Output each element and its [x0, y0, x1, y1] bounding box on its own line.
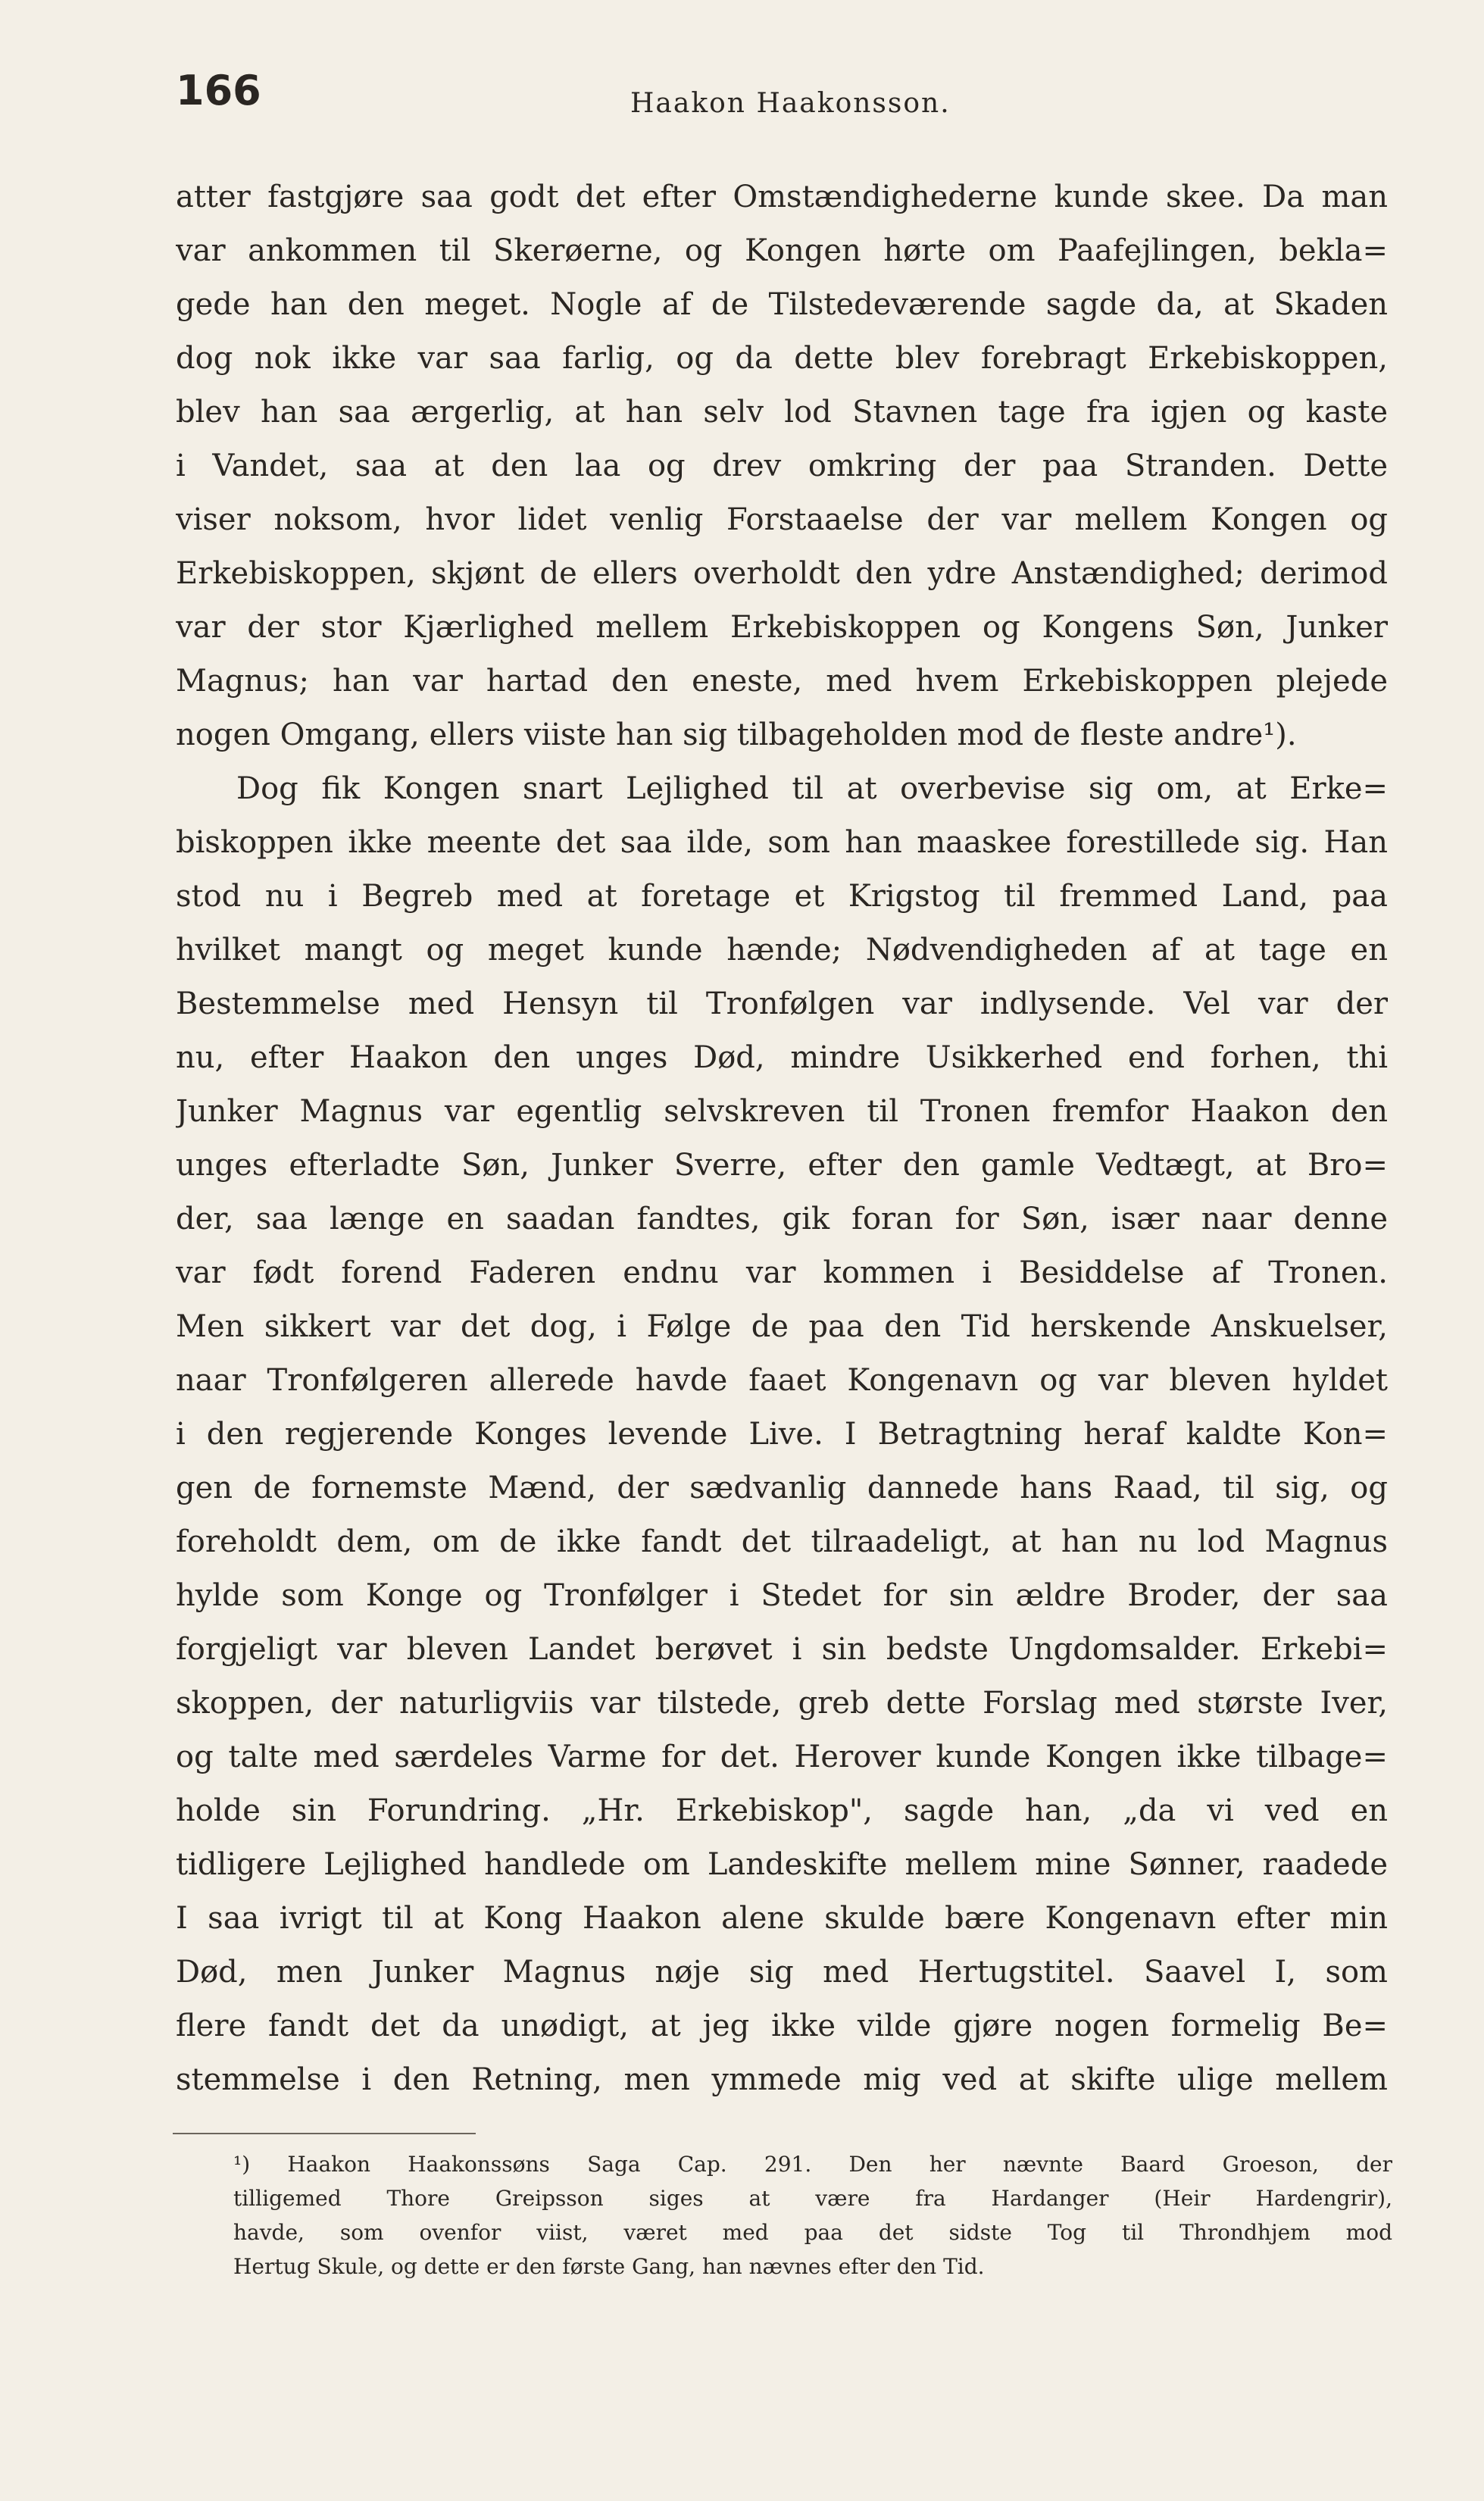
text-line: i den regjerende Konges levende Live. I Betragtning heraf kaldte Kon=: [176, 1417, 1388, 1452]
text-line: dog nok ikke var saa farlig, og da dette blev forebragt Erkebiskoppen,: [176, 341, 1388, 376]
text-line: atter fastgjøre saa godt det efter Omstændighederne kunde skee. Da man: [176, 180, 1388, 214]
text-line: Erkebiskoppen, skjønt de ellers overholdt den ydre Anstændighed; derimod: [176, 556, 1388, 591]
footnote-line: havde, som ovenfor viist, været med paa det sidste Tog til Throndhjem mod: [233, 2220, 1392, 2245]
text-line: tidligere Lejlighed handlede om Landeskifte mellem mine Sønner, raadede: [176, 1847, 1388, 1882]
text-line: gen de fornemste Mænd, der sædvanlig dannede hans Raad, til sig, og: [176, 1471, 1388, 1505]
body-text: [176, 170, 1388, 2107]
text-line: i Vandet, saa at den laa og drev omkring der paa Stranden. Dette: [176, 449, 1388, 483]
text-line: var født forend Faderen endnu var kommen i Besiddelse af Tronen.: [176, 1255, 1388, 1290]
text-line: der, saa længe en saadan fandtes, gik foran for Søn, især naar denne: [176, 1202, 1388, 1236]
text-line: Bestemmelse med Hensyn til Tronfølgen var indlysende. Vel var der: [176, 986, 1388, 1021]
text-line: viser noksom, hvor lidet venlig Forstaaelse der var mellem Kongen og: [176, 502, 1388, 537]
text-line: stemmelse i den Retning, men ymmede mig ved at skifte ulige mellem: [176, 2062, 1388, 2097]
text-line: hylde som Konge og Tronfølger i Stedet for sin ældre Broder, der saa: [176, 1578, 1388, 1613]
page-header: [176, 67, 1312, 127]
text-line: I saa ivrigt til at Kong Haakon alene skulde bære Kongenavn efter min: [176, 1901, 1388, 1936]
page-number: 166: [176, 67, 261, 114]
text-line: foreholdt dem, om de ikke fandt det tilraadeligt, at han nu lod Magnus: [176, 1524, 1388, 1559]
footnote: [233, 2147, 1392, 2284]
text-line: hvilket mangt og meget kunde hænde; Nødvendigheden af at tage en: [176, 933, 1388, 968]
footnote-line: Hertug Skule, og dette er den første Gang, han nævnes efter den Tid.: [233, 2254, 985, 2279]
text-line: nu, efter Haakon den unges Død, mindre Usikkerhed end forhen, thi: [176, 1040, 1388, 1075]
text-line: Dog fik Kongen snart Lejlighed til at overbevise sig om, at Erke=: [236, 771, 1388, 806]
text-line: Men sikkert var det dog, i Følge de paa den Tid herskende Anskuelser,: [176, 1309, 1388, 1344]
text-line: biskoppen ikke meente det saa ilde, som han maaskee forestillede sig. Han: [176, 825, 1388, 860]
text-line: naar Tronfølgeren allerede havde faaet Kongenavn og var bleven hyldet: [176, 1363, 1388, 1398]
text-line: flere fandt det da unødigt, at jeg ikke vilde gjøre nogen formelig Be=: [176, 2009, 1388, 2043]
text-line: skoppen, der naturligviis var tilstede, greb dette Forslag med største Iver,: [176, 1686, 1388, 1721]
text-line: blev han saa ærgerlig, at han selv lod Stavnen tage fra igjen og kaste: [176, 395, 1388, 430]
text-line: forgjeligt var bleven Landet berøvet i sin bedste Ungdomsalder. Erkebi=: [176, 1632, 1388, 1667]
footnote-rule: [173, 2133, 476, 2134]
text-line: nogen Omgang, ellers viiste han sig tilbageholden mod de fleste andre¹).: [176, 717, 1297, 752]
text-line: og talte med særdeles Varme for det. Herover kunde Kongen ikke tilbage=: [176, 1740, 1388, 1774]
text-line: var ankommen til Skerøerne, og Kongen hørte om Paafejlingen, bekla=: [176, 233, 1388, 268]
text-line: Junker Magnus var egentlig selvskreven til Tronen fremfor Haakon den: [176, 1094, 1388, 1129]
text-line: holde sin Forundring. „Hr. Erkebiskop", sagde han, „da vi ved en: [176, 1793, 1388, 1828]
footnote-line: ¹) Haakon Haakonssøns Saga Cap. 291. Den her nævnte Baard Groeson, der: [233, 2152, 1392, 2177]
text-line: Magnus; han var hartad den eneste, med hvem Erkebiskoppen plejede: [176, 664, 1388, 699]
running-head: Haakon Haakonsson.: [630, 88, 951, 119]
text-line: Død, men Junker Magnus nøje sig med Hertugstitel. Saavel I, som: [176, 1955, 1388, 1990]
text-line: gede han den meget. Nogle af de Tilstedeværende sagde da, at Skaden: [176, 287, 1388, 322]
text-line: var der stor Kjærlighed mellem Erkebiskoppen og Kongens Søn, Junker: [176, 610, 1388, 645]
text-line: stod nu i Begreb med at foretage et Krigstog til fremmed Land, paa: [176, 879, 1388, 914]
text-line: unges efterladte Søn, Junker Sverre, efter den gamle Vedtægt, at Bro=: [176, 1148, 1388, 1183]
footnote-line: tilligemed Thore Greipsson siges at være fra Hardanger (Heir Hardengrir),: [233, 2186, 1392, 2211]
